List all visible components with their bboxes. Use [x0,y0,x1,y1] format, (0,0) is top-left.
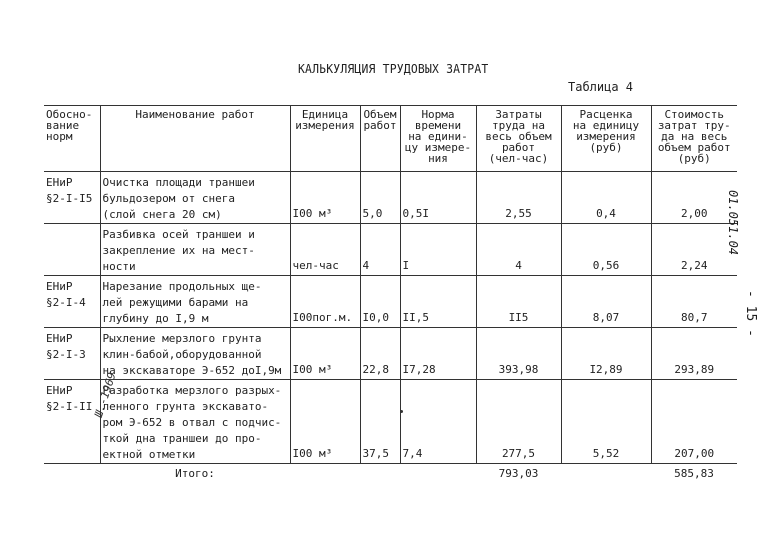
header-work-name: Наименование работ [100,106,290,172]
cell-labor: 393,98 [476,328,561,380]
header-unit: Единица измерения [290,106,360,172]
cell-volume: 4 [360,224,400,276]
cell-rate: I2,89 [561,328,651,380]
cell-norm: I [400,224,476,276]
total-cost: 585,83 [651,464,737,486]
cell-basis: ЕНиР §2-I-3 [44,328,100,380]
cell-rate: 8,07 [561,276,651,328]
header-basis: Обосно- вание норм [44,106,100,172]
table-row [44,224,737,276]
cell-cost: 2,00 [651,172,737,224]
table-label: Таблица 4 [568,80,634,94]
cell-cost: 80,7 [651,276,737,328]
total-label: Итого: [100,464,290,486]
header-cost: Стоимость затрат тру- да на весь объем работ (руб) [651,106,737,172]
total-spacer [400,464,476,486]
cell-work-name: Очистка площади траншеи бульдозером от снега (слой снега 20 см) [100,172,290,224]
cell-unit: I00 м³ [290,328,360,380]
total-labor: 793,03 [476,464,561,486]
cell-rate: 0,56 [561,224,651,276]
cell-labor: 4 [476,224,561,276]
cell-norm: II,5 [400,276,476,328]
total-row [44,464,737,486]
cell-norm: I7,28 [400,328,476,380]
total-spacer [44,464,100,486]
cell-rate: 0,4 [561,172,651,224]
cell-volume: I0,0 [360,276,400,328]
side-code: 01.051.04 [726,190,740,256]
cell-unit: I00пог.м. [290,276,360,328]
cell-unit: чел-час [290,224,360,276]
total-spacer [360,464,400,486]
cell-unit: I00 м³ [290,380,360,464]
labor-cost-table [44,105,737,486]
table-row [44,172,737,224]
cell-work-name: Разработка мерзлого разрых- ленного грунта экскавато- ром Э-652 в отвал с подчис- ткой дна траншеи до про- ектной отметки [100,380,290,464]
table-row [44,380,737,464]
cell-norm: 7,4 [400,380,476,464]
header-norm: Норма времени на едини- цу измере- ния [400,106,476,172]
cell-volume: 37,5 [360,380,400,464]
cell-cost: 207,00 [651,380,737,464]
cell-basis: ЕНиР §2-I-4 [44,276,100,328]
ink-dot [400,410,403,413]
side-stamp: Ш.-1969 [92,370,119,420]
cell-rate: 5,52 [561,380,651,464]
cell-labor: II5 [476,276,561,328]
cell-basis: ЕНиР §2-I-II [44,380,100,464]
header-volume: Объем работ [360,106,400,172]
cell-volume: 5,0 [360,172,400,224]
cell-work-name: Нарезание продольных ще- лей режущими барами на глубину до I,9 м [100,276,290,328]
cell-labor: 277,5 [476,380,561,464]
cell-work-name: Рыхление мерзлого грунта клин-бабой,оборудованной на экскаваторе Э-652 доI,9м [100,328,290,380]
cell-basis: ЕНиР §2-I-I5 [44,172,100,224]
cell-work-name: Разбивка осей траншеи и закрепление их на мест- ности [100,224,290,276]
cell-cost: 293,89 [651,328,737,380]
table-row [44,328,737,380]
total-spacer [561,464,651,486]
header-labor: Затраты труда на весь объем работ (чел-час) [476,106,561,172]
header-rate: Расценка на единицу измерения (руб) [561,106,651,172]
table-row [44,276,737,328]
cell-labor: 2,55 [476,172,561,224]
document-title: КАЛЬКУЛЯЦИЯ ТРУДОВЫХ ЗАТРАТ [298,62,489,76]
cell-basis [44,224,100,276]
cell-cost: 2,24 [651,224,737,276]
page-number: - 15 - [743,290,758,337]
cell-norm: 0,5I [400,172,476,224]
total-spacer [290,464,360,486]
table-header-row [44,106,737,172]
cell-unit: I00 м³ [290,172,360,224]
cell-volume: 22,8 [360,328,400,380]
